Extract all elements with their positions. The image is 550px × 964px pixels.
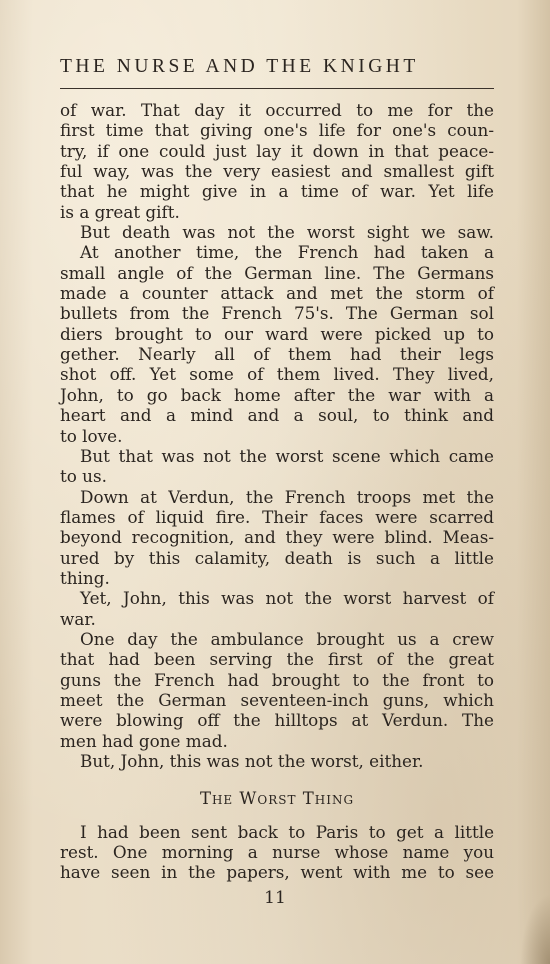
page-corner-stain [520, 894, 550, 964]
text-line: of war. That day it occurred to me for the [60, 100, 494, 120]
text-line: heart and a mind and a soul, to think and [60, 405, 494, 426]
text-line: At another time, the French had taken a [80, 242, 494, 263]
text-line: One day the ambulance brought us a crew [80, 628, 494, 649]
text-line: war. [60, 608, 96, 629]
text-line: made a counter attack and met the storm of [60, 283, 494, 304]
text-line: to love. [60, 425, 123, 446]
page-number: 11 [264, 888, 286, 908]
text-line: thing. [60, 567, 110, 588]
text-line: ful way, was the very easiest and smallest gift [60, 161, 494, 182]
text-line: that had been serving the first of the great [60, 649, 494, 670]
text-line: John, to go back home after the war with a [60, 384, 494, 405]
text-line: that he might give in a time of war. Yet life [60, 181, 494, 202]
text-line: rest. One morning a nurse whose name you [60, 842, 494, 863]
header-rule [60, 88, 494, 89]
text-line: Yet, John, this was not the worst harvest of [80, 588, 494, 609]
text-line: diers brought to our ward were picked up to [60, 323, 494, 344]
section-heading: The Worst Thing [199, 789, 355, 809]
text-line: I had been sent back to Paris to get a little [80, 821, 494, 842]
text-line: gether. Nearly all of them had their legs [60, 344, 494, 365]
text-line: flames of liquid fire. Their faces were scarred [60, 506, 494, 527]
running-head: THE NURSE AND THE KNIGHT [60, 56, 419, 77]
text-line: But, John, this was not the worst, either. [80, 751, 424, 771]
text-line: were blowing off the hilltops at Verdun. The [60, 710, 494, 731]
text-line: shot off. Yet some of them lived. They lived, [60, 364, 494, 385]
text-line: meet the German seventeen-inch guns, which [60, 689, 494, 710]
text-line: ured by this calamity, death is such a little [60, 547, 494, 568]
text-line: try, if one could just lay it down in that peace- [60, 140, 494, 161]
text-line: But death was not the worst sight we saw. [80, 222, 494, 243]
text-line: Down at Verdun, the French troops met the [80, 486, 494, 507]
text-line: bullets from the French 75's. The German sol [60, 303, 494, 324]
text-line: to us. [60, 466, 107, 487]
text-line: men had gone mad. [60, 730, 228, 751]
text-line: have seen in the papers, went with me to see [60, 862, 494, 883]
text-line: beyond recognition, and they were blind. Meas- [60, 527, 494, 548]
text-block-after-heading [60, 822, 494, 883]
text-line: guns the French had brought to the front to [60, 669, 494, 690]
body-text [60, 100, 494, 883]
text-line: first time that giving one's life for one's coun- [60, 120, 494, 141]
text-line: is a great gift. [60, 201, 180, 222]
text-line: But that was not the worst scene which came [80, 445, 494, 466]
text-line: small angle of the German line. The Germans [60, 262, 494, 283]
text-block-before-heading [60, 100, 494, 771]
